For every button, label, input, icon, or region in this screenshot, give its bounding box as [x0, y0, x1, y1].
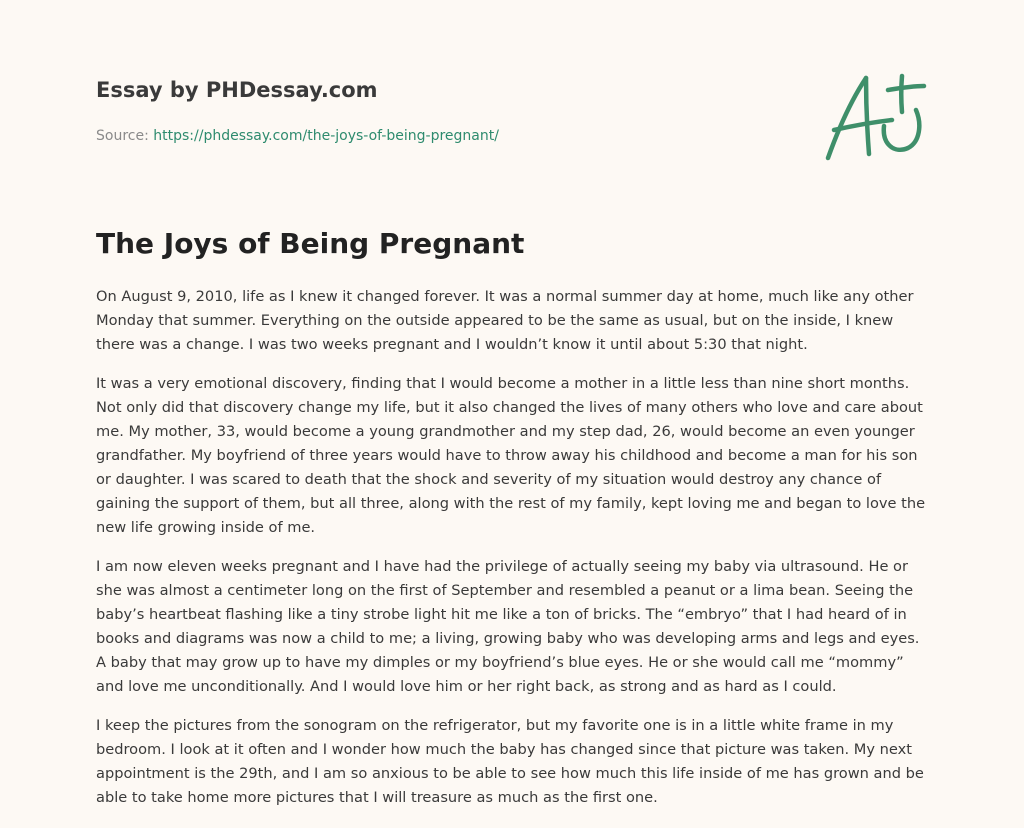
paragraph: I keep the pictures from the sonogram on the refrigerator, but my favorite one is in a little white frame in my bedroom. I look at it often and I wonder how much the baby has changed since that picture was taken. My next appointment is the 29th, and I am so anxious to be able to see how much this life inside of me has grown and be able to take home more pictures that I will treasure as much as the first one. [96, 717, 924, 806]
paragraph: I am now eleven weeks pregnant and I have had the privilege of actually seeing my baby via ultrasound. He or she was almost a centimeter long on the first of September and resembled a peanut or a lima bean. Seeing the baby’s heartbeat flashing like a tiny strobe light hit me like a ton of bricks. The “embryo” that I had heard of in books and diagrams was now a child to me; a living, growing baby who was developing arms and legs and eyes. A baby that may grow up to have my dimples or my boyfriend’s blue eyes. He or she would call me “mommy” and love me unconditionally. And I would love him or her right back, as strong and as hard as I could. [96, 558, 920, 695]
source-line [96, 126, 796, 146]
paragraph: On August 9, 2010, life as I knew it changed forever. It was a normal summer day at home, much like any other Monday that summer. Everything on the outside appeared to be the same as usual, but on the inside, I knew there was a change. I was two weeks pregnant and I wouldn’t know it until about 5:30 that night. [96, 288, 914, 353]
a-plus-grade-icon [822, 68, 930, 164]
source-label: Source: [96, 128, 149, 144]
essay-body [96, 285, 928, 825]
essay-title: The Joys of Being Pregnant [96, 227, 525, 260]
paragraph: It was a very emotional discovery, finding that I would become a mother in a little less than nine short months. Not only did that discovery change my life, but it also changed the lives of many others who love and care about me. My mother, 33, would become a young grandmother and my step dad, 26, would become an even younger grandfather. My boyfriend of three years would have to throw away his childhood and become a man for his son or daughter. I was scared to death that the shock and severity of my situation would destroy any chance of gaining the support of them, but all three, along with the rest of my family, kept loving me and began to love the new life growing inside of me. [96, 375, 926, 536]
essay-header [96, 76, 796, 146]
source-link[interactable]: https://phdessay.com/the-joys-of-being-pregnant/ [153, 128, 499, 144]
brand-title: Essay by PHDessay.com [96, 78, 378, 102]
